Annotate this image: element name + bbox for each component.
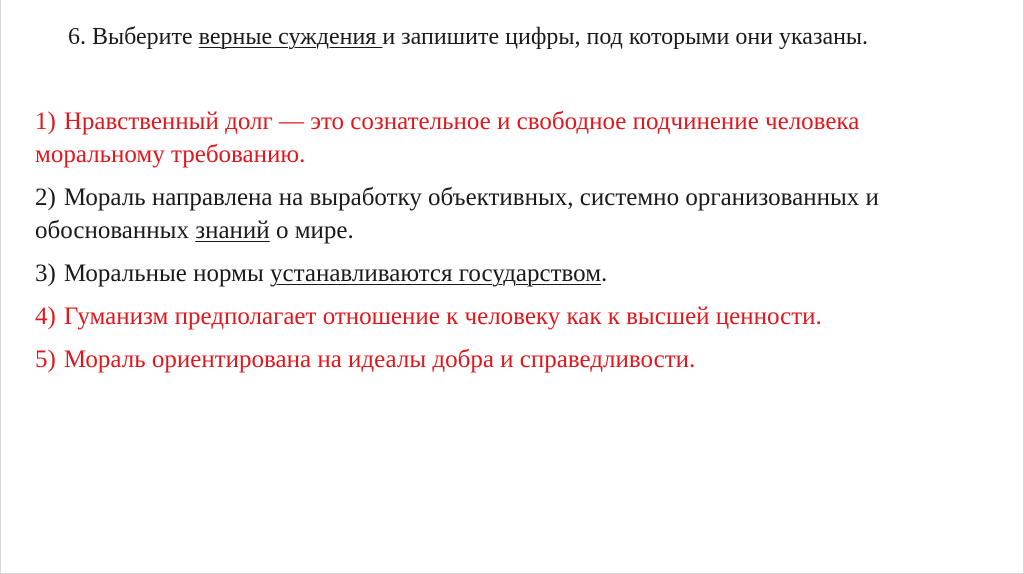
answer-item-1 (35, 105, 935, 171)
answer-number: 4) (35, 303, 56, 330)
answer-number: 5) (35, 346, 56, 373)
question-text (68, 21, 928, 54)
answer-text: Мораль направлена на выработку объективных, системно организованных и обоснованных (35, 184, 879, 244)
answer-text: Мораль ориентирована на идеалы добра и справедливости. (63, 346, 696, 373)
answer-underlined: устанавливаются государством (270, 260, 602, 287)
answer-number: 2) (35, 184, 56, 211)
answer-text: Нравственный долг — это сознательное и свободное подчинение человека моральному требованию. (35, 108, 860, 168)
answer-item-5 (35, 343, 935, 376)
answer-text-end: . (601, 260, 608, 287)
answer-text: Моральные нормы (63, 260, 271, 287)
question-underlined: верные суждения (198, 24, 383, 50)
answer-list (35, 105, 935, 386)
answer-item-4 (35, 300, 935, 333)
answer-item-2 (35, 181, 935, 247)
answer-item-3 (35, 257, 935, 290)
answer-underlined: знаний (195, 217, 270, 244)
answer-text-end: о мире. (269, 217, 354, 244)
answer-number: 3) (35, 260, 56, 287)
question-number: 6. (68, 24, 86, 50)
question-after: и запишите цифры, под которыми они указаны. (382, 24, 869, 50)
answer-number: 1) (35, 108, 56, 135)
question-before: Выберите (86, 24, 199, 50)
answer-text: Гуманизм предполагает отношение к человеку как к высшей ценности. (63, 303, 822, 330)
